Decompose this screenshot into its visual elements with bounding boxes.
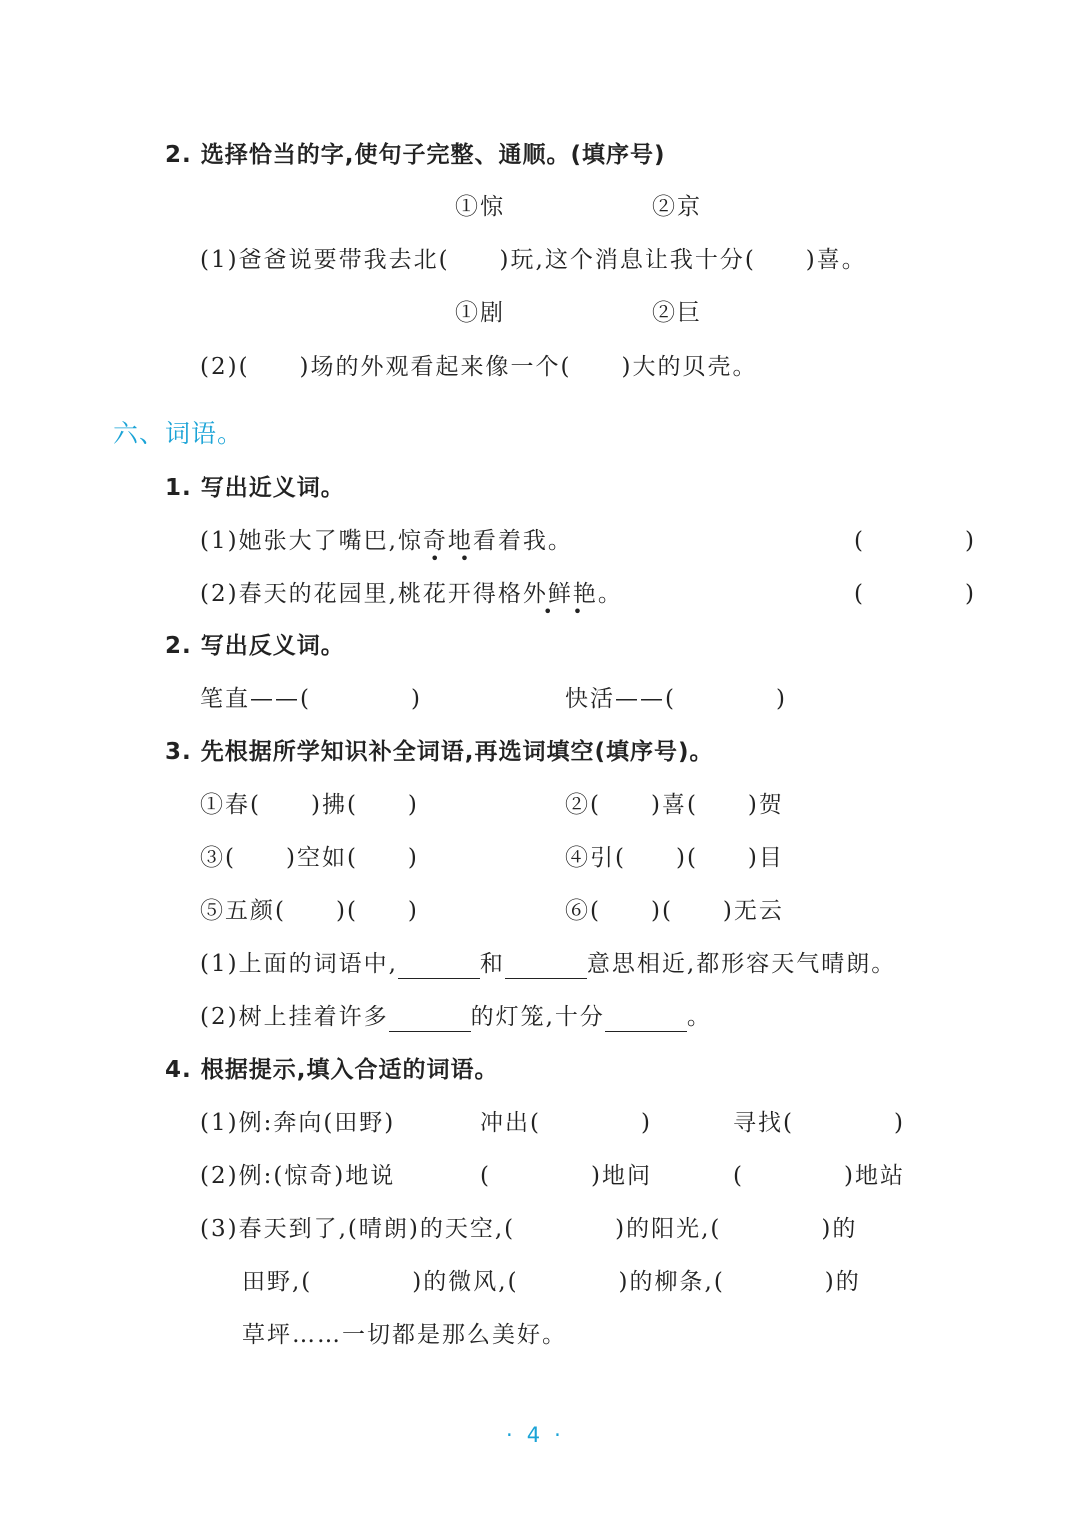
emphasis-dots-1: • • xyxy=(430,549,470,568)
antonym-question-title: 2. 写出反义词。 xyxy=(165,633,345,659)
idiom-4: ④引( )( )目 xyxy=(565,845,784,871)
hint-2-blank-b: ( )地站 xyxy=(733,1163,905,1189)
option-jing-1: ①惊 xyxy=(455,194,505,220)
option-jing-2: ②京 xyxy=(652,194,702,220)
synonym-question-title: 1. 写出近义词。 xyxy=(165,475,345,501)
idiom-question-title: 3. 先根据所学知识补全词语,再选词填空(填序号)。 xyxy=(165,739,714,765)
hint-2-example: (2)例:(惊奇)地说 xyxy=(200,1163,396,1189)
question-2-title: 2. 选择恰当的字,使句子完整、通顺。(填序号) xyxy=(165,142,666,168)
hint-question-title: 4. 根据提示,填入合适的词语。 xyxy=(165,1057,499,1083)
hint-3-line-2: 田野,( )的微风,( )的柳条,( )的 xyxy=(242,1269,861,1295)
answer-blank[interactable] xyxy=(398,954,480,979)
page-number-value: 4 xyxy=(526,1423,555,1447)
emphasis-dots-2: • • xyxy=(543,602,583,621)
page-dot-right: · xyxy=(554,1423,575,1447)
option-ju-2: ②巨 xyxy=(652,300,702,326)
section-six-heading: 六、词语。 xyxy=(113,419,244,448)
synonym-item-1: (1)她张大了嘴巴,惊奇地看着我。 xyxy=(200,528,573,554)
fill-2-part-b: 的灯笼,十分 xyxy=(470,1004,605,1030)
synonym-item-2: (2)春天的花园里,桃花开得格外鲜艳。 xyxy=(200,581,623,607)
fill-1-part-c: 意思相近,都形容天气晴朗。 xyxy=(586,951,897,977)
antonym-item-1: 笔直——( ) xyxy=(200,686,422,712)
fill-1-part-a: (1)上面的词语中, xyxy=(200,951,398,977)
hint-3-line-1: (3)春天到了,(晴朗)的天空,( )的阳光,( )的 xyxy=(200,1216,858,1242)
answer-blank[interactable] xyxy=(505,954,587,979)
hint-3-line-3: 草坪……一切都是那么美好。 xyxy=(242,1322,567,1348)
page-dot-left: · xyxy=(506,1423,527,1447)
fill-sentence-2 xyxy=(200,1002,712,1032)
answer-blank[interactable] xyxy=(389,1007,471,1032)
hint-1-blank-a: 冲出( ) xyxy=(480,1110,652,1136)
idiom-3: ③( )空如( ) xyxy=(200,845,419,871)
fill-1-part-b: 和 xyxy=(479,951,505,977)
synonym-answer-2: ( ) xyxy=(854,581,976,607)
idiom-1: ①春( )拂( ) xyxy=(200,792,419,818)
answer-blank[interactable] xyxy=(605,1007,687,1032)
fill-sentence-1 xyxy=(200,949,896,979)
antonym-item-2: 快活——( ) xyxy=(565,686,787,712)
sentence-2: (2)( )场的外观看起来像一个( )大的贝壳。 xyxy=(200,354,758,380)
idiom-2: ②( )喜( )贺 xyxy=(565,792,784,818)
page-number xyxy=(506,1423,575,1447)
idiom-6: ⑥( )( )无云 xyxy=(565,898,784,924)
idiom-5: ⑤五颜( )( ) xyxy=(200,898,419,924)
hint-2-blank-a: ( )地问 xyxy=(480,1163,652,1189)
option-ju-1: ①剧 xyxy=(455,300,505,326)
hint-1-example: (1)例:奔向(田野) xyxy=(200,1110,396,1136)
fill-2-part-a: (2)树上挂着许多 xyxy=(200,1004,389,1030)
sentence-1: (1)爸爸说要带我去北( )玩,这个消息让我十分( )喜。 xyxy=(200,247,867,273)
hint-1-blank-b: 寻找( ) xyxy=(733,1110,905,1136)
synonym-answer-1: ( ) xyxy=(854,528,976,554)
fill-2-part-c: 。 xyxy=(686,1004,712,1030)
